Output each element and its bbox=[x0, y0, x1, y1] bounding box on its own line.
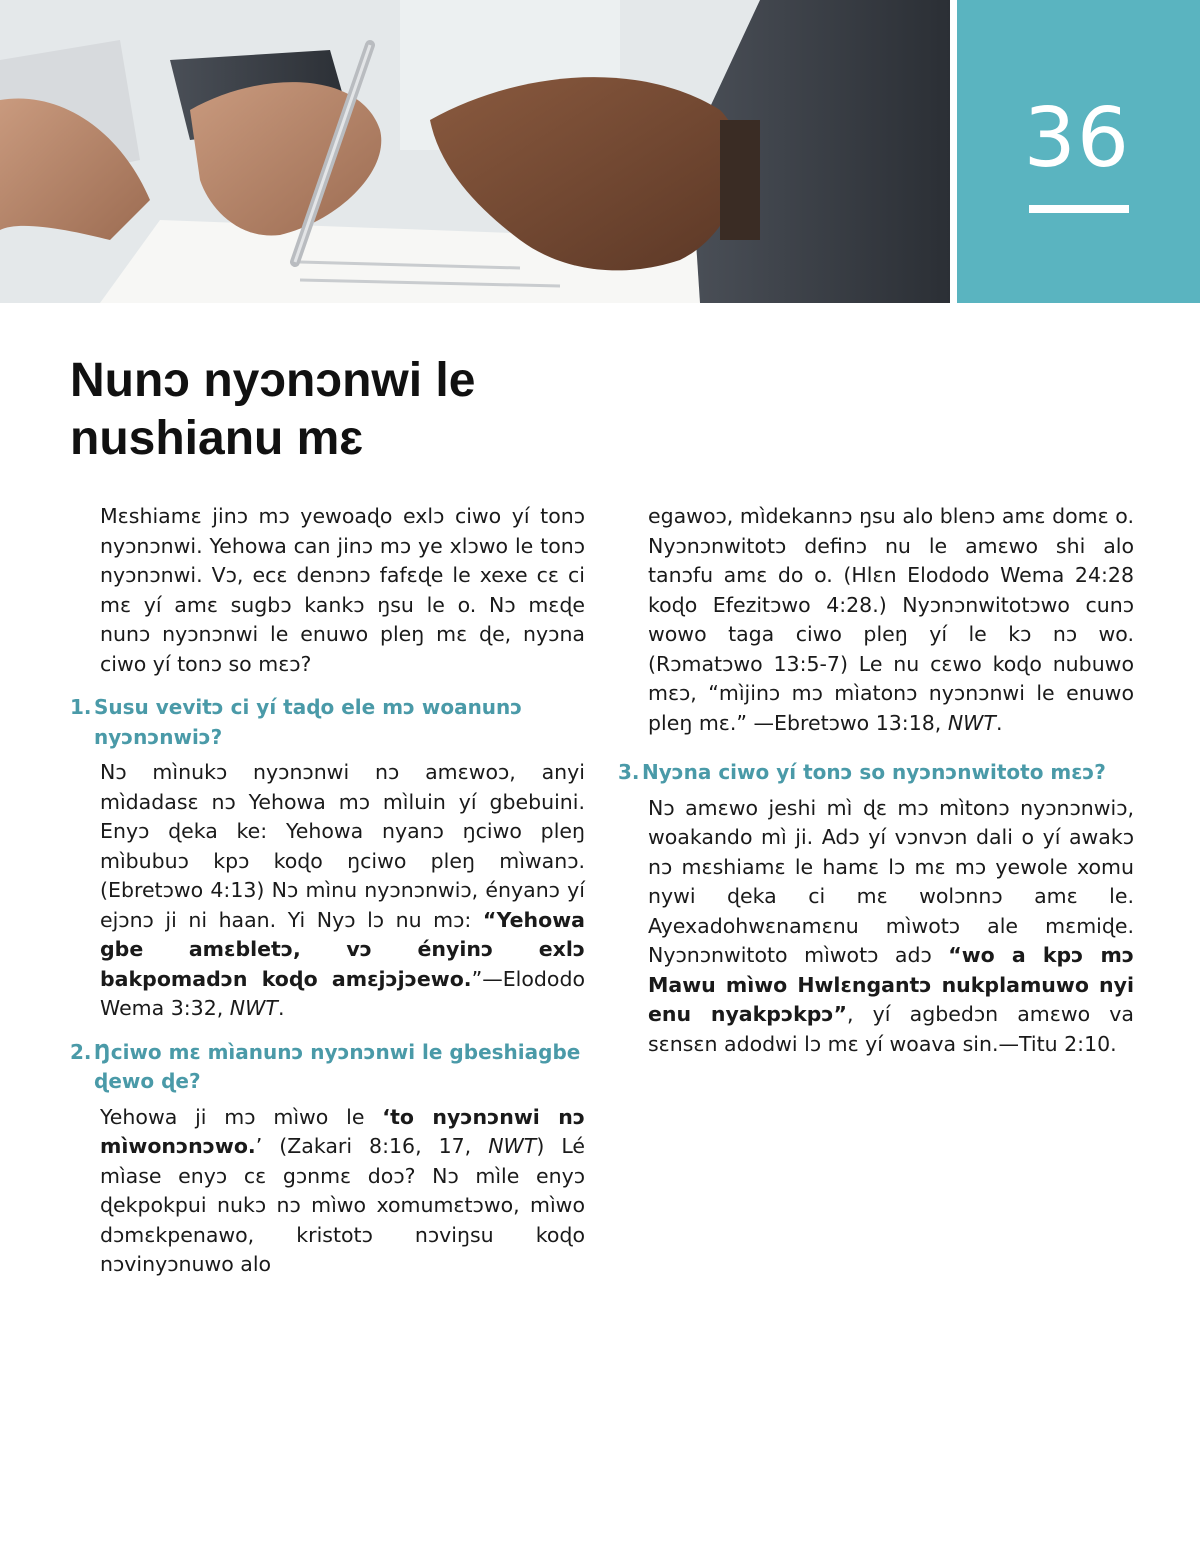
answer-3-text-b: , yí agbedɔn amɛwo va sɛnsɛn adodwi lɔ mɛ yí woava sin.—Titu 2:10. bbox=[648, 1002, 1134, 1056]
answer-1-quote: “Yehowa gbe amɛbletɔ, vɔ ényinɔ exlɔ bakpomadɔn koɖo amɛjɔjɔewo. bbox=[100, 907, 585, 991]
answer-2-continued bbox=[618, 502, 1134, 738]
hero-photo bbox=[0, 0, 950, 303]
answer-1-text-a: Nɔ mìnukɔ nyɔnɔnwi nɔ amɛwoɔ, anyi mìdadasɛ nɔ Yehowa mɔ mìluin yí gbebuini. Enyɔ ɖeka ke: Yehowa nyanɔ ŋciwo pleŋ mìbubuɔ kpɔ koɖo ŋciwo pleŋ mìwanɔ. (Ebretɔwo 4:13) Nɔ mìnu nyɔnɔnwiɔ, ényanɔ yí ejɔnɔ ji ni haan. Yi Nyɔ lɔ nu mɔ: bbox=[100, 760, 585, 932]
question-1-number: 1. bbox=[70, 695, 92, 719]
page-title bbox=[70, 352, 690, 468]
handshake-illustration bbox=[0, 0, 950, 303]
answer-2-paragraph bbox=[70, 1103, 585, 1280]
answer-3-text-a: Nɔ amɛwo jeshi mì ɖɛ mɔ mìtonɔ nyɔnɔnwiɔ, woakando mì ji. Adɔ yí vɔnvɔn dali o yí awakɔ nɔ mɛshiamɛ le hamɛ lɔ mɛ mɔ yewole xomu nywi ɖeka ci mɛ wolɔnnɔ amɛ le. Ayexadohwɛnamɛnu mìwotɔ ale mɛmiɖe. Nyɔnɔnwitoto mìwotɔ adɔ bbox=[648, 795, 1134, 967]
question-3-text: Nyɔna ciwo yí tonɔ so nyɔnɔnwitoto mɛɔ? bbox=[642, 760, 1106, 784]
answer-2-text-b: ’ (Zakari 8:16, 17, bbox=[255, 1134, 489, 1158]
question-2-number: 2. bbox=[70, 1039, 92, 1064]
question-3 bbox=[618, 758, 1134, 788]
left-column bbox=[70, 502, 585, 1280]
answer-3-quote: “wo a kpɔ mɔ Mawu mìwo Hwlɛngantɔ nukplamuwo nyi enu nyakpɔkpɔ” bbox=[648, 943, 1134, 1026]
question-2-text: Ŋciwo mɛ mìanunɔ nyɔnɔnwi le gbeshiagbe ɖewo ɖe? bbox=[94, 1039, 581, 1093]
question-2 bbox=[70, 1038, 585, 1097]
answer-3-paragraph bbox=[618, 794, 1134, 1060]
question-3-number: 3. bbox=[618, 760, 640, 784]
answer-2-cont-end: . bbox=[995, 710, 1003, 735]
right-column bbox=[618, 502, 1134, 1059]
answer-1-text-b: ”—Elododo Wema 3:32, bbox=[100, 966, 585, 1020]
answer-1-ref: NWT bbox=[229, 996, 278, 1020]
lesson-number: 36 bbox=[1023, 91, 1130, 186]
lesson-number-badge bbox=[957, 0, 1200, 303]
badge-underline bbox=[1029, 205, 1129, 213]
answer-1-paragraph bbox=[70, 758, 585, 1024]
answer-2-text-a: Yehowa ji mɔ mìwo le bbox=[100, 1104, 383, 1129]
title-line-2: nushianu mɛ bbox=[70, 412, 364, 465]
title-line-1: Nunɔ nyɔnɔnwi le bbox=[70, 354, 476, 407]
question-1-text: Susu vevitɔ ci yí taɖo ele mɔ woanunɔ nyɔnɔnwiɔ? bbox=[94, 695, 523, 749]
answer-1-end: . bbox=[277, 996, 285, 1020]
answer-2-quote: ‘to nyɔnɔnwi nɔ mìwonɔnɔwo. bbox=[100, 1104, 585, 1158]
answer-2-cont-text: egawoɔ, mìdekannɔ ŋsu alo blenɔ amɛ domɛ o. Nyɔnɔnwitotɔ definɔ nu le amɛwo shi alo tanɔfu amɛ do o. (Hlɛn Elododo Wema 24:28 koɖo Efezitɔwo 4:28.) Nyɔnɔnwitotɔwo cunɔ wowo taga ciwo pleŋ yí le kɔ nɔ wo. (Rɔmatɔwo 13:5-7) Le nu cɛwo koɖo nubuwo mɛɔ, “mìjinɔ mɔ mìatonɔ nyɔnɔnwi le enuwo pleŋ mɛ.” —Ebretɔwo 13:18, bbox=[648, 504, 1134, 735]
answer-2-cont-ref: NWT bbox=[947, 710, 996, 735]
answer-2-text-c: ) Lé mìase enyɔ cɛ gɔnmɛ doɔ? Nɔ mìle enyɔ ɖekpokpui nukɔ nɔ mìwo xomumɛtɔwo, mìwo dɔmɛkpenawo, kristotɔ nɔviŋsu koɖo nɔvinyɔnuwo alo bbox=[100, 1134, 585, 1276]
question-1 bbox=[70, 693, 585, 752]
intro-paragraph: Mɛshiamɛ jinɔ mɔ yewoaɖo exlɔ ciwo yí tonɔ nyɔnɔnwi. Yehowa can jinɔ mɔ ye xlɔwo le tonɔ nyɔnɔnwi. Vɔ, ecɛ denɔnɔ fafɛɖe le xexe cɛ ci mɛ yí amɛ sugbɔ kankɔ ŋsu le o. Nɔ mɛɖe nunɔ nyɔnɔnwi le enuwo pleŋ mɛ ɖe, nyɔna ciwo yí tonɔ so mɛɔ? bbox=[100, 504, 585, 676]
answer-2-ref: NWT bbox=[488, 1134, 537, 1158]
